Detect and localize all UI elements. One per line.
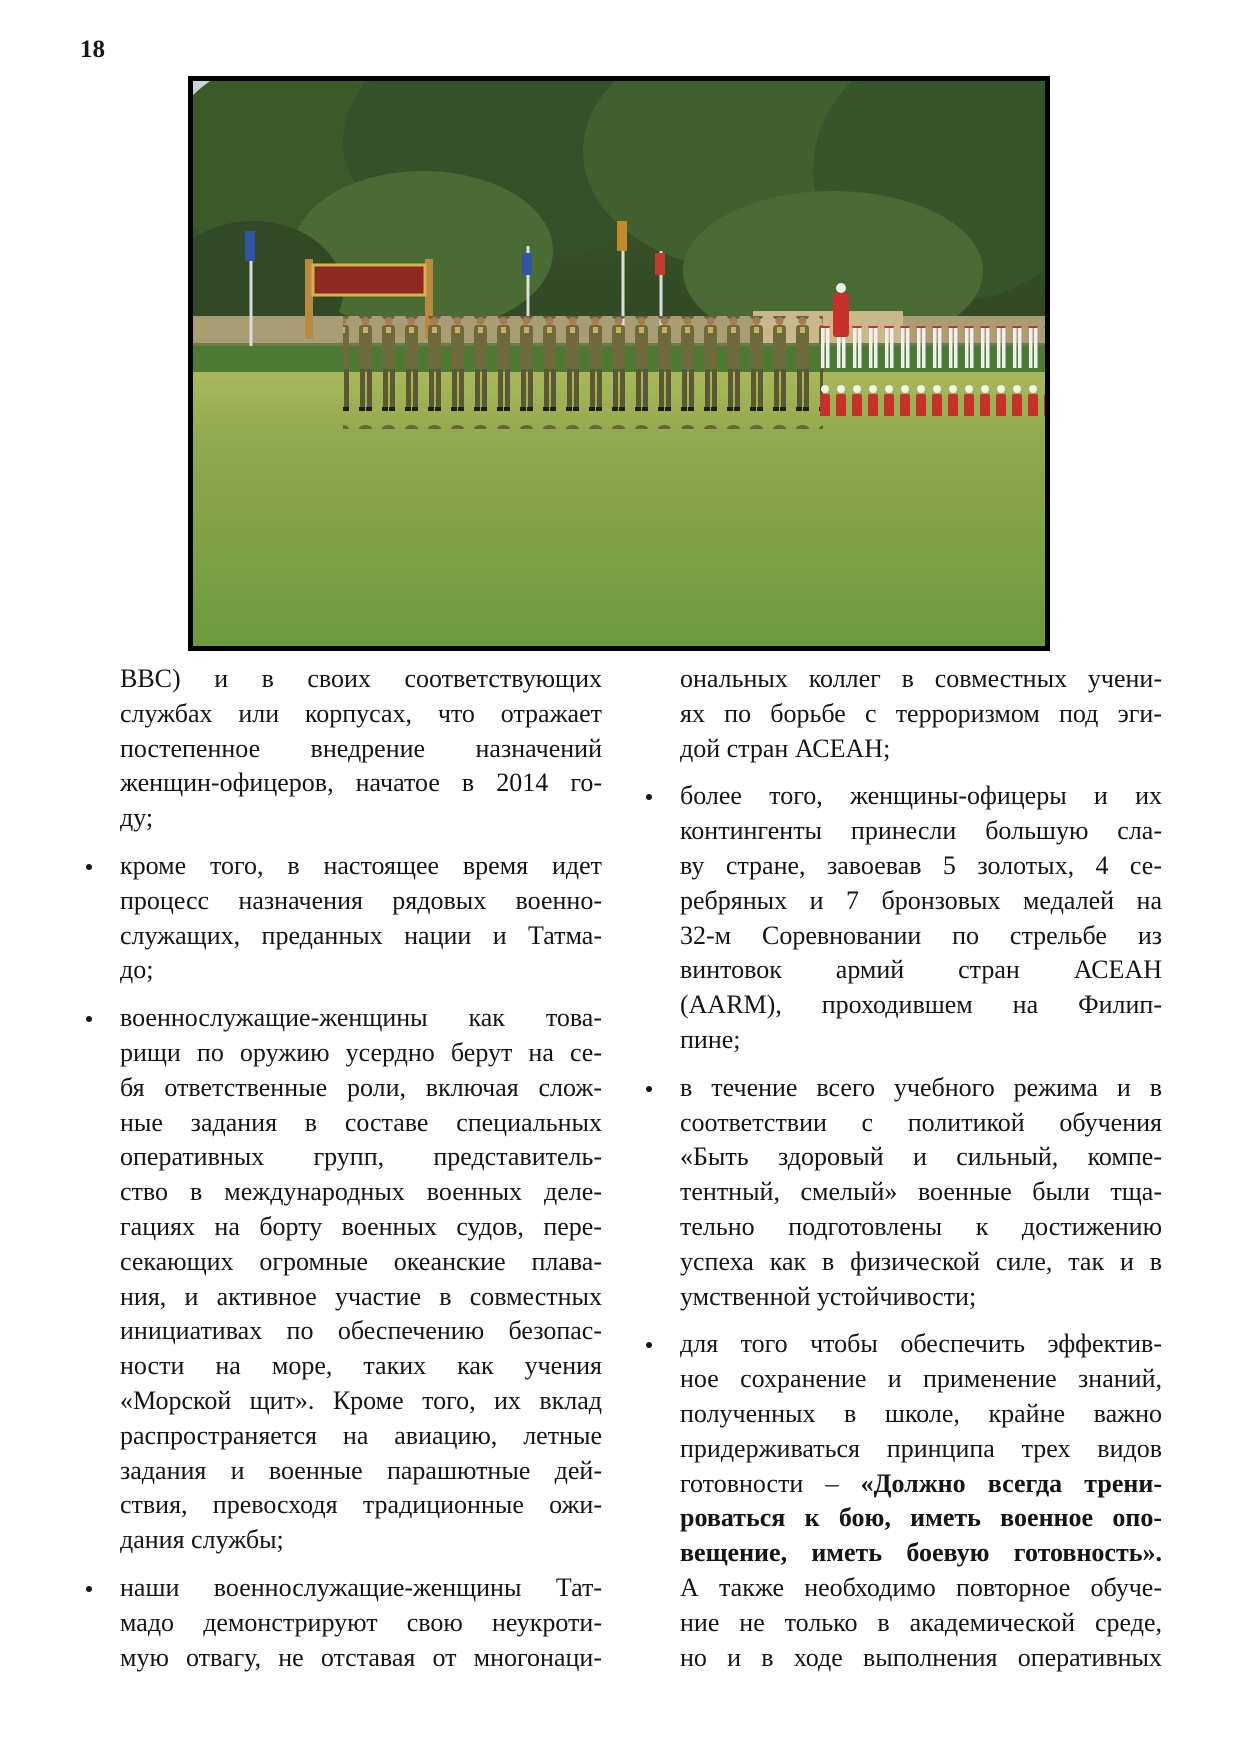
text-segment: мадо демонстрируют свою неукроти- — [120, 1607, 602, 1637]
parade-photo — [188, 76, 1050, 651]
text-line — [120, 1606, 602, 1641]
text-segment: дания службы; — [120, 1525, 284, 1555]
text-line — [120, 1140, 602, 1175]
text-line — [120, 953, 602, 988]
bold-text: вещение, иметь боевую готовность». — [680, 1538, 1162, 1568]
right-text-column — [644, 662, 1162, 1688]
text-line — [120, 1454, 602, 1489]
text-segment: постепенное внедрение назначений — [120, 733, 602, 763]
text-line — [680, 1210, 1162, 1245]
bullet-icon — [646, 1086, 652, 1092]
text-line — [680, 1106, 1162, 1141]
text-segment: инициативах по обеспечению безопас- — [120, 1316, 602, 1346]
text-line — [120, 697, 602, 732]
text-line — [680, 1536, 1162, 1571]
text-line — [680, 1023, 1162, 1058]
text-line — [120, 1071, 602, 1106]
text-line — [680, 1432, 1162, 1467]
text-segment: тельно подготовлены к достижению — [680, 1211, 1162, 1241]
text-line — [680, 849, 1162, 884]
bullet-icon — [86, 1016, 92, 1022]
text-segment: процесс назначения рядовых военно- — [120, 885, 602, 915]
text-segment: ство в международных военных деле- — [120, 1177, 602, 1207]
text-segment: успеха как в физической силе, так и в — [680, 1246, 1162, 1276]
bold-text: роваться к бою, иметь военное опо- — [680, 1503, 1162, 1533]
text-segment: ду; — [120, 803, 154, 833]
text-segment: службах или корпусах, что отражает — [120, 698, 602, 728]
text-line — [120, 1488, 602, 1523]
text-line — [680, 1501, 1162, 1536]
text-segment: женщин-офицеров, начатое в 2014 го- — [120, 768, 602, 798]
text-line — [120, 1523, 602, 1558]
bold-text: «Должно всегда трени- — [860, 1468, 1162, 1498]
text-segment: готовности – — [680, 1468, 861, 1498]
text-segment: умственной устойчивости; — [680, 1281, 977, 1311]
text-segment: дой стран АСЕАН; — [680, 733, 891, 763]
text-segment: оперативных групп, представитель- — [120, 1142, 602, 1172]
text-line — [680, 1362, 1162, 1397]
text-segment: 32-м Соревновании по стрельбе из — [680, 920, 1162, 950]
text-line — [120, 1210, 602, 1245]
text-segment: но и в ходе выполнения оперативных — [680, 1642, 1162, 1672]
text-line — [680, 988, 1162, 1023]
text-line — [680, 732, 1162, 767]
text-line — [680, 1571, 1162, 1606]
text-segment: секающих огромные океанские плава- — [120, 1246, 602, 1276]
left-text-column — [84, 662, 602, 1688]
text-line — [120, 1641, 602, 1676]
text-segment: кроме того, в настоящее время идет — [120, 850, 602, 880]
text-segment: соответствии с политикой обучения — [680, 1107, 1162, 1137]
text-line — [120, 1036, 602, 1071]
text-segment: задания и военные парашютные дей- — [120, 1455, 602, 1485]
paragraph-continuation — [644, 662, 1162, 766]
text-line — [680, 1280, 1162, 1315]
text-line — [120, 1280, 602, 1315]
page-number: 18 — [80, 36, 105, 63]
bullet-item — [84, 849, 602, 988]
bullet-item — [644, 1071, 1162, 1315]
text-line — [120, 1419, 602, 1454]
text-line — [680, 814, 1162, 849]
text-line — [120, 1384, 602, 1419]
text-segment: (AARM), проходившем на Филип- — [680, 990, 1162, 1020]
text-line — [120, 1106, 602, 1141]
text-segment: рищи по оружию усердно берут на се- — [120, 1037, 602, 1067]
paragraph-continuation — [84, 662, 602, 836]
text-segment: пине; — [680, 1024, 741, 1054]
text-segment: мую отвагу, не отставая от многонаци- — [120, 1642, 602, 1672]
text-segment: в течение всего учебного режима и в — [680, 1072, 1162, 1102]
text-segment: ональных коллег в совместных учени- — [680, 664, 1162, 693]
bullet-icon — [646, 1342, 652, 1348]
text-line — [120, 884, 602, 919]
text-line — [120, 662, 602, 697]
text-segment: служащих, преданных нации и Татма- — [120, 920, 602, 950]
text-line — [680, 1071, 1162, 1106]
text-segment: ВВС) и в своих соответствующих — [120, 664, 602, 693]
text-line — [120, 1175, 602, 1210]
text-segment: военнослужащие-женщины как това- — [120, 1003, 602, 1033]
text-segment: более того, женщины-офицеры и их — [680, 781, 1162, 811]
text-line — [680, 953, 1162, 988]
text-segment: А также необходимо повторное обуче- — [680, 1572, 1162, 1602]
text-line — [680, 919, 1162, 954]
text-line — [680, 1175, 1162, 1210]
bullet-item — [644, 1327, 1162, 1675]
text-line — [680, 884, 1162, 919]
text-segment: ные задания в составе специальных — [120, 1107, 602, 1137]
text-segment: наши военнослужащие-женщины Тат- — [120, 1572, 602, 1602]
text-segment: бя ответственные роли, включая слож- — [120, 1072, 602, 1102]
text-line — [680, 1327, 1162, 1362]
text-segment: винтовок армий стран АСЕАН — [680, 955, 1162, 985]
bullet-item — [84, 1001, 602, 1558]
text-line — [680, 1606, 1162, 1641]
text-line — [120, 919, 602, 954]
text-line — [680, 779, 1162, 814]
text-line — [120, 849, 602, 884]
text-line — [680, 697, 1162, 732]
text-segment: «Быть здоровый и сильный, компе- — [680, 1142, 1162, 1172]
text-segment: полученных в школе, крайне важно — [680, 1398, 1162, 1428]
text-segment: до; — [120, 955, 154, 985]
text-line — [680, 1140, 1162, 1175]
text-segment: ния, и активное участие в совместных — [120, 1281, 602, 1311]
text-segment: придерживаться принципа трех видов — [680, 1433, 1162, 1463]
text-line — [680, 1467, 1162, 1502]
text-line — [680, 1245, 1162, 1280]
text-segment: для того чтобы обеспечить эффектив- — [680, 1329, 1162, 1359]
text-segment: ние не только в академической среде, — [680, 1607, 1162, 1637]
text-line — [120, 766, 602, 801]
parade-photo-illustration — [193, 81, 1045, 646]
text-segment: ное сохранение и применение знаний, — [680, 1364, 1162, 1394]
text-segment: ях по борьбе с терроризмом под эги- — [680, 698, 1162, 728]
bullet-icon — [646, 794, 652, 800]
text-line — [120, 1245, 602, 1280]
text-segment: тентный, смелый» военные были тща- — [680, 1177, 1162, 1207]
text-segment: распространяется на авиацию, летные — [120, 1420, 602, 1450]
bullet-item — [84, 1571, 602, 1675]
text-line — [120, 1314, 602, 1349]
text-segment: ствия, превосходя традиционные ожи- — [120, 1490, 602, 1520]
bullet-item — [644, 779, 1162, 1057]
text-segment: ву стране, завоевав 5 золотых, 4 се- — [680, 850, 1162, 880]
text-line — [120, 1349, 602, 1384]
text-line — [120, 732, 602, 767]
bullet-icon — [86, 1586, 92, 1592]
text-line — [680, 1641, 1162, 1676]
text-line — [120, 801, 602, 836]
text-segment: ности на море, таких как учения — [120, 1351, 602, 1381]
text-segment: контингенты принесли большую сла- — [680, 816, 1162, 846]
text-segment: гациях на борту военных судов, пере- — [120, 1211, 602, 1241]
text-line — [680, 1397, 1162, 1432]
text-line — [120, 1001, 602, 1036]
text-segment: ребряных и 7 бронзовых медалей на — [680, 885, 1162, 915]
text-segment: «Морской щит». Кроме того, их вклад — [120, 1385, 602, 1415]
text-line — [680, 662, 1162, 697]
bullet-icon — [86, 864, 92, 870]
text-line — [120, 1571, 602, 1606]
